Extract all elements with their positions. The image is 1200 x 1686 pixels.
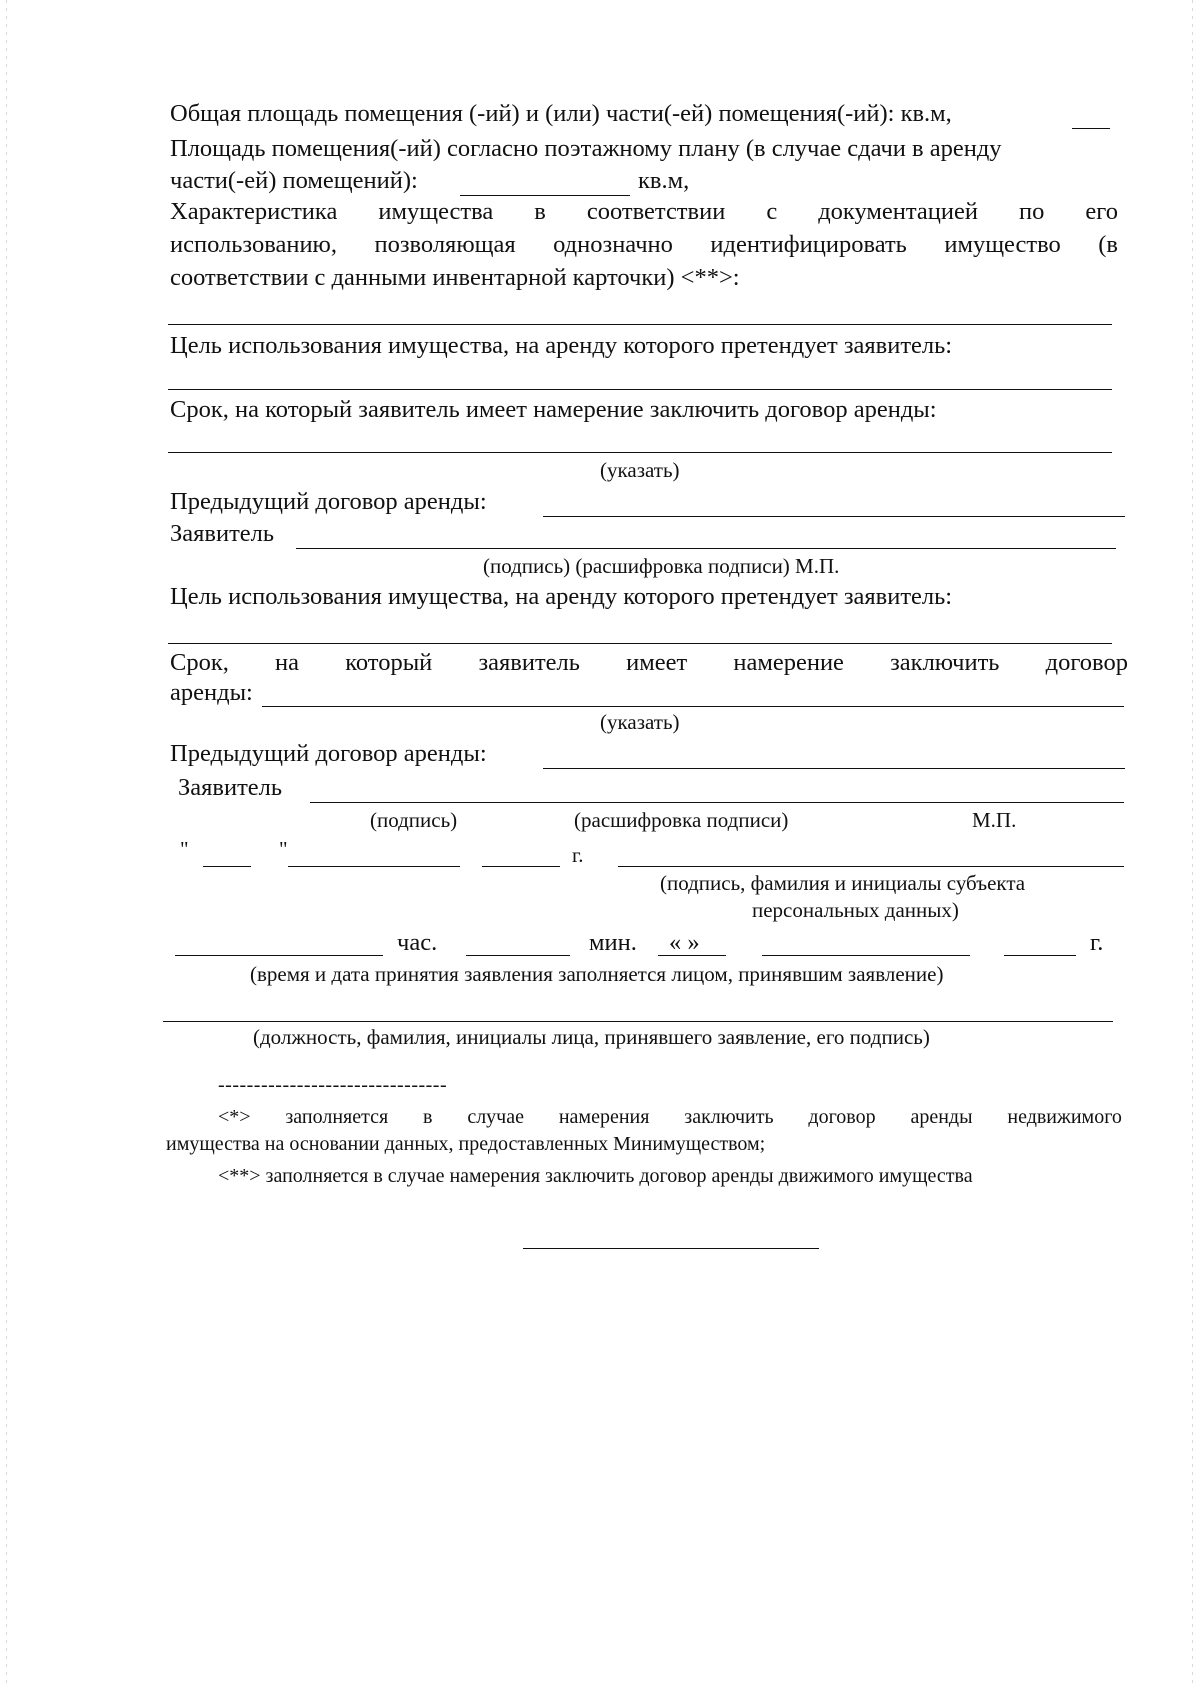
purpose-field-1[interactable]	[168, 389, 1112, 390]
scan-edge-right	[1192, 0, 1193, 1686]
applicant-field-2[interactable]	[310, 802, 1124, 803]
date-quote-close: "	[279, 837, 288, 861]
word: случае	[467, 1106, 524, 1128]
term-field-1[interactable]	[168, 452, 1112, 453]
characteristic-line-3: соответствии с данными инвентарной карточки) <**>:	[170, 264, 740, 291]
word: использованию,	[170, 231, 337, 258]
date-day-underline	[658, 955, 726, 956]
date-year-field[interactable]	[482, 866, 560, 867]
floor-plan-area-line: Площадь помещения(-ий) согласно поэтажному плану (в случае сдачи в аренду	[170, 135, 1002, 162]
total-area-field[interactable]	[1072, 128, 1110, 129]
subject-caption-1: (подпись, фамилия и инициалы субъекта	[660, 871, 1026, 895]
footnote-1-line-1	[218, 1104, 1122, 1130]
word: с	[766, 198, 778, 225]
word: аренды	[910, 1106, 973, 1128]
date-day-field[interactable]	[203, 866, 251, 867]
word: документацией	[818, 198, 978, 225]
date-quote-open: "	[180, 837, 189, 861]
specify-caption-1: (указать)	[600, 458, 680, 482]
floor-plan-area-unit: кв.м,	[638, 167, 690, 194]
term-field-2[interactable]	[262, 706, 1124, 707]
applicant-label-1: Заявитель	[170, 520, 275, 547]
word: Срок,	[170, 649, 229, 676]
time-minutes-field[interactable]	[466, 955, 570, 956]
time-date-year-field[interactable]	[1004, 955, 1076, 956]
characteristic-line-1	[170, 197, 1118, 227]
seal-caption: М.П.	[972, 808, 1017, 832]
word: имущества	[378, 198, 494, 225]
word: заполняется	[285, 1106, 389, 1128]
total-area-line: Общая площадь помещения (-ий) и (или) части(-ей) помещения(-ий): кв.м,	[170, 100, 952, 127]
characteristic-line-2	[170, 230, 1118, 260]
term-label-2-end: аренды:	[170, 679, 253, 706]
time-date-month-field[interactable]	[762, 955, 970, 956]
floor-plan-area-label: части(-ей) помещений):	[170, 167, 418, 194]
scan-edge-left	[6, 0, 7, 1686]
receiver-field[interactable]	[163, 1021, 1113, 1022]
time-note: (время и дата принятия заявления заполняется лицом, принявшим заявление)	[250, 962, 944, 986]
word: намерения	[558, 1106, 650, 1128]
word: имеет	[626, 649, 688, 676]
word: <*>	[218, 1106, 251, 1128]
closing-rule	[523, 1248, 819, 1249]
previous-contract-label-2: Предыдущий договор аренды:	[170, 740, 487, 767]
applicant-label-2: Заявитель	[178, 774, 283, 801]
word: его	[1085, 198, 1118, 225]
applicant-field-1[interactable]	[296, 548, 1116, 549]
word: недвижимого	[1007, 1106, 1122, 1128]
word: договор	[1045, 649, 1128, 676]
word: на	[275, 649, 300, 676]
word: который	[345, 649, 433, 676]
footnote-separator: --------------------------------	[218, 1074, 448, 1096]
word: позволяющая	[374, 231, 516, 258]
word: в	[423, 1106, 433, 1128]
footnote-1-line-2: имущества на основании данных, предоставленных Минимуществом;	[166, 1133, 766, 1155]
word: имущество	[944, 231, 1061, 258]
term-label-1: Срок, на который заявитель имеет намерение заключить договор аренды:	[170, 396, 937, 423]
signature-decode-caption: (расшифровка подписи)	[574, 808, 789, 832]
previous-contract-field-1[interactable]	[543, 516, 1125, 517]
word: (в	[1098, 231, 1118, 258]
previous-contract-label-1: Предыдущий договор аренды:	[170, 488, 487, 515]
date-day-guillemets: « »	[669, 929, 700, 956]
subject-signature-field[interactable]	[618, 866, 1124, 867]
date-year-suffix: г.	[572, 843, 584, 867]
time-hours-label: час.	[397, 929, 438, 956]
previous-contract-field-2[interactable]	[543, 768, 1125, 769]
footnote-2: <**> заполняется в случае намерения заключить договор аренды движимого имущества	[218, 1165, 973, 1187]
word: по	[1019, 198, 1045, 225]
word: соответствии	[586, 198, 726, 225]
word: заключить	[890, 649, 1000, 676]
date-month-field[interactable]	[288, 866, 460, 867]
floor-plan-area-field[interactable]	[460, 195, 630, 196]
word: идентифицировать	[710, 231, 907, 258]
word: однозначно	[553, 231, 673, 258]
characteristic-field[interactable]	[168, 324, 1112, 325]
time-minutes-label: мин.	[589, 929, 637, 956]
subject-caption-2: персональных данных)	[752, 898, 959, 922]
time-hours-field[interactable]	[175, 955, 383, 956]
purpose-field-2[interactable]	[168, 643, 1112, 644]
word: договор	[808, 1106, 876, 1128]
specify-caption-2: (указать)	[600, 710, 680, 734]
term-label-2	[170, 648, 1128, 678]
word: заключить	[684, 1106, 774, 1128]
receiver-note: (должность, фамилия, инициалы лица, принявшего заявление, его подпись)	[253, 1025, 930, 1049]
word: в	[534, 198, 546, 225]
word: Характеристика	[170, 198, 338, 225]
time-date-year-suffix: г.	[1090, 929, 1104, 956]
signature-caption: (подпись)	[370, 808, 458, 832]
purpose-label-1: Цель использования имущества, на аренду которого претендует заявитель:	[170, 332, 953, 359]
word: намерение	[733, 649, 844, 676]
signature-caption-1: (подпись) (расшифровка подписи) М.П.	[483, 554, 840, 578]
purpose-label-2: Цель использования имущества, на аренду которого претендует заявитель:	[170, 583, 953, 610]
word: заявитель	[478, 649, 580, 676]
